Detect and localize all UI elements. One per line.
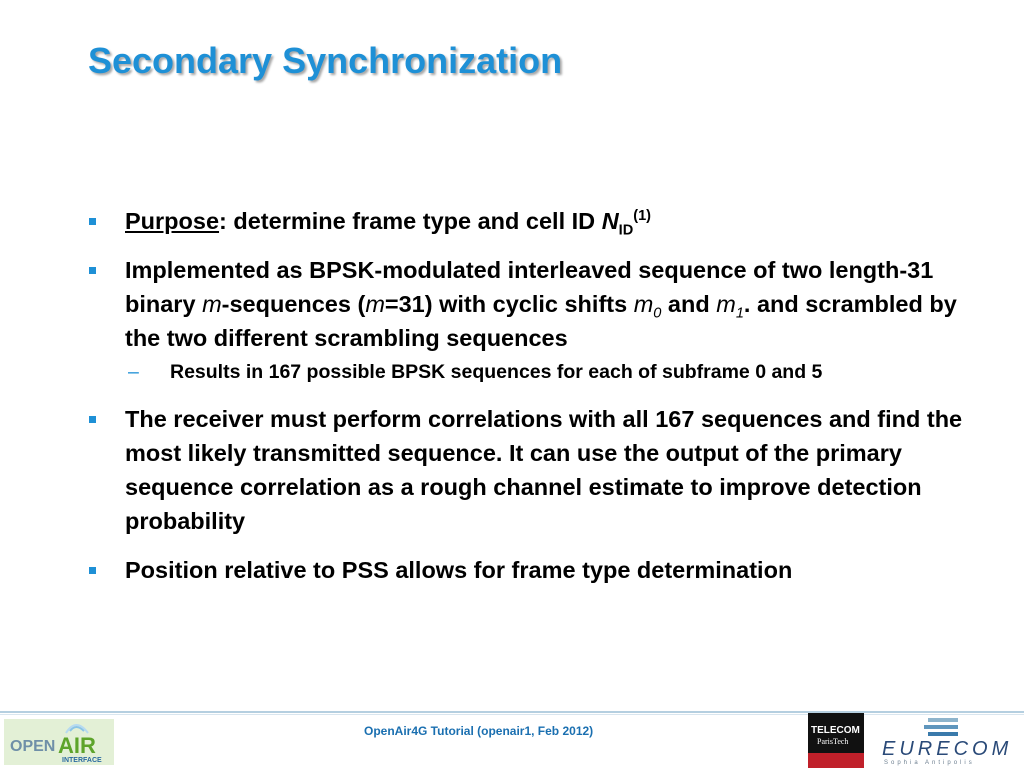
bullet-square-icon <box>89 218 96 225</box>
slide-title: Secondary Synchronization <box>88 40 563 81</box>
telecom-logo-text: TELECOM <box>811 725 860 736</box>
purpose-label: Purpose <box>125 208 220 234</box>
openair-logo-air-text: AIR <box>58 733 96 758</box>
eurecom-logo-text: EURECOM <box>882 738 1013 760</box>
footer-text: OpenAir4G Tutorial (openair1, Feb 2012) <box>364 724 594 738</box>
bullet-receiver: The receiver must perform correlations with all 167 sequences and find the most likely transmitted sequence. It can use the output of the primary sequence correlation as a rough channel estimate to improve detection probability <box>88 402 988 538</box>
eurecom-logo <box>878 712 1020 766</box>
slide-body <box>88 204 988 602</box>
bullet-square-icon <box>89 416 96 423</box>
paristech-logo-text: ParisTech <box>817 737 849 746</box>
dash-icon: – <box>128 361 139 383</box>
openair-logo-open-text: OPEN <box>10 738 56 755</box>
footer-divider-light <box>0 714 1024 715</box>
telecom-paristech-logo <box>808 713 864 768</box>
bullet-purpose: Purpose: determine frame type and cell ID $N_{ID}^{(1)}$ <box>88 204 988 238</box>
bullet-square-icon <box>89 267 96 274</box>
bullet-square-icon <box>89 567 96 574</box>
bullet-implementation: Implemented as BPSK-modulated interleaved sequence of two length-31 binary m-sequences (m=31) with cyclic shifts $m_0$ and $m_1$. and scrambled by the two different scrambling sequences <box>88 253 988 355</box>
bullet-position: Position relative to PSS allows for frame type determination <box>88 553 988 587</box>
openair-logo-tag-text: INTERFACE <box>62 757 102 764</box>
sub-bullet-results: – Results in 167 possible BPSK sequences for each of subframe 0 and 5 <box>125 358 988 387</box>
footer-divider <box>0 711 1024 713</box>
openair-logo <box>4 719 114 765</box>
eurecom-tag-text: Sophia Antipolis <box>884 760 975 766</box>
